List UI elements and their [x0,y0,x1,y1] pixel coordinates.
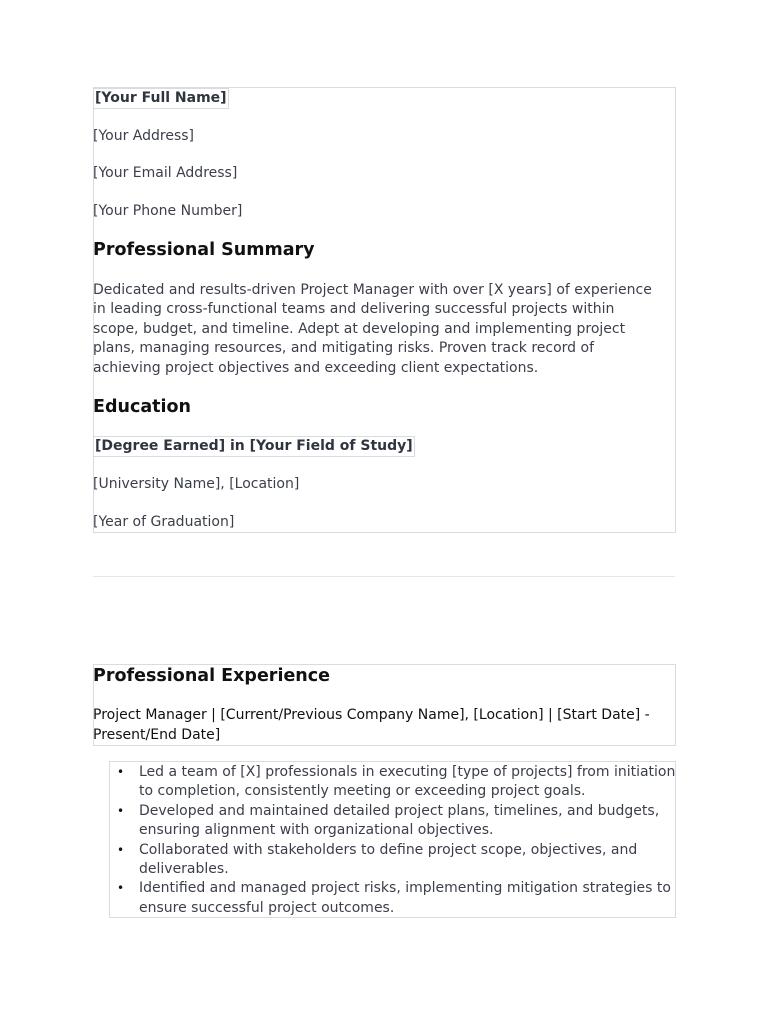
address-line: [Your Address] [93,128,195,144]
section-divider [93,576,675,577]
list-item [117,802,679,841]
full-name: [Your Full Name] [93,88,229,109]
graduation-year-line: [Year of Graduation] [93,514,235,530]
degree-line: [Degree Earned] in [Your Field of Study] [93,436,415,457]
job-title-line: Project Manager | [Current/Previous Company Name], [Location] | [Start Date] - Present/End Date] [93,707,650,743]
list-item-text: Collaborated with stakeholders to define project scope, objectives, and deliverables. [139,841,638,878]
list-item-text: Developed and maintained detailed project plans, timelines, and budgets, ensuring alignment with organizational objectives. [139,802,660,839]
summary-paragraph: Dedicated and results-driven Project Manager with over [X years] of experience in leading cross-functional teams and delivering successful projects within scope, budget, and timeline. Adept at developing and implementing project plans, managing resources, and mitigating risks. Proven track record of achieving project objectives and exceeding client expectations. [93,282,652,376]
email-line: [Your Email Address] [93,165,238,181]
list-item-text: Led a team of [X] professionals in executing [type of projects] from initiation to completion, consistently meeting or exceeding project goals. [139,764,676,800]
education-heading: Education [93,397,191,417]
bullet-icon: • [117,803,125,818]
university-line: [University Name], [Location] [93,476,300,492]
bullet-icon: • [117,765,125,779]
experience-heading: Professional Experience [93,666,331,686]
list-item [117,763,679,802]
list-item [117,841,679,880]
list-item [117,879,679,918]
responsibilities-list [109,763,679,918]
bullet-icon: • [117,881,125,896]
list-item-text: Identified and managed project risks, implementing mitigation strategies to ensure successful project outcomes. [139,880,671,916]
summary-heading: Professional Summary [93,240,315,260]
phone-line: [Your Phone Number] [93,203,243,219]
bullet-icon: • [117,842,125,857]
